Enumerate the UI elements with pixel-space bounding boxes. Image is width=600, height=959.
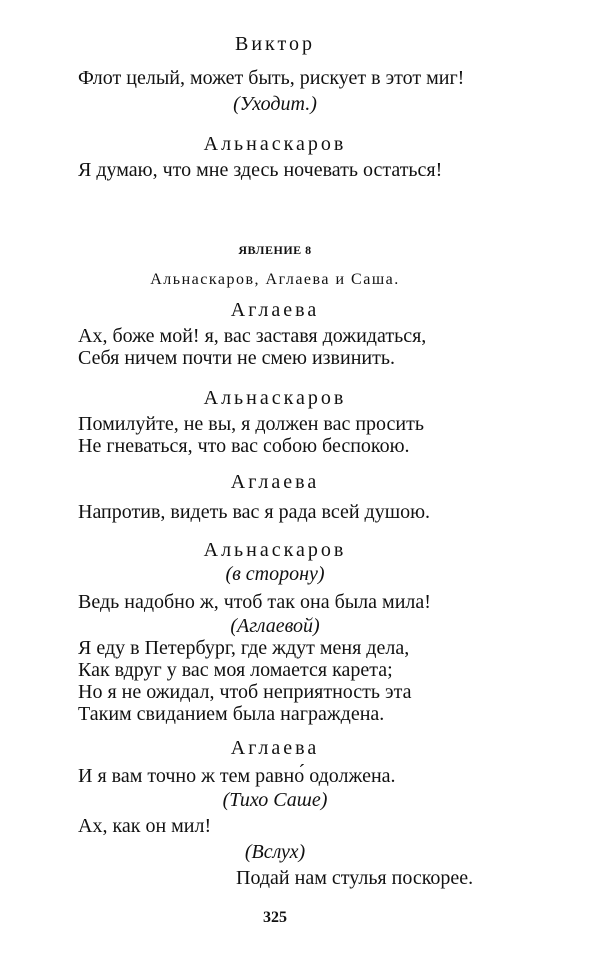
speaker-name: Альнаскаров [203,539,347,561]
verse-line: И я вам точно ж тем равно́ одолжена. [78,765,396,787]
verse-line: Но я не ожидал, чтоб неприятность эта [78,681,412,703]
page-number: 325 [263,909,287,926]
verse-line: Я еду в Петербург, где ждут меня дела, [78,637,410,659]
speaker-name: Аглаева [230,737,320,759]
cast-list: Альнаскаров, Аглаева и Саша. [150,271,400,288]
stage-direction: (Вслух) [244,841,306,863]
verse-line: Ах, боже мой! я, вас заставя дожидаться, [78,325,427,347]
stage-direction: (Уходит.) [233,93,317,115]
scene-heading: ЯВЛЕНИЕ 8 [238,243,312,257]
speaker-name: Альнаскаров [203,133,347,155]
speaker-name: Аглаева [230,299,320,321]
speaker-name: Виктор [235,33,315,55]
verse-line: Ах, как он мил! [78,815,212,837]
stage-direction: (в сторону) [225,563,325,585]
verse-line: Ведь надобно ж, чтоб так она была мила! [78,591,431,613]
verse-line: Подай нам стулья поскорее. [236,867,474,889]
verse-line: Помилуйте, не вы, я должен вас просить [78,413,424,435]
verse-line: Таким свиданием была награждена. [78,703,385,725]
speaker-name: Аглаева [230,471,320,493]
verse-line: Я думаю, что мне здесь ночевать остаться! [78,159,443,181]
verse-line: Как вдруг у вас моя ломается карета; [78,659,393,681]
verse-line: Напротив, видеть вас я рада всей душою. [78,501,431,523]
verse-line: Себя ничем почти не смею извинить. [78,347,395,369]
stage-direction: (Аглаевой) [230,615,320,637]
speaker-name: Альнаскаров [203,387,347,409]
verse-line: Не гневаться, что вас собою беспокою. [78,435,410,457]
verse-line: Флот целый, может быть, рискует в этот миг! [78,67,465,89]
stage-direction: (Тихо Саше) [222,789,328,811]
